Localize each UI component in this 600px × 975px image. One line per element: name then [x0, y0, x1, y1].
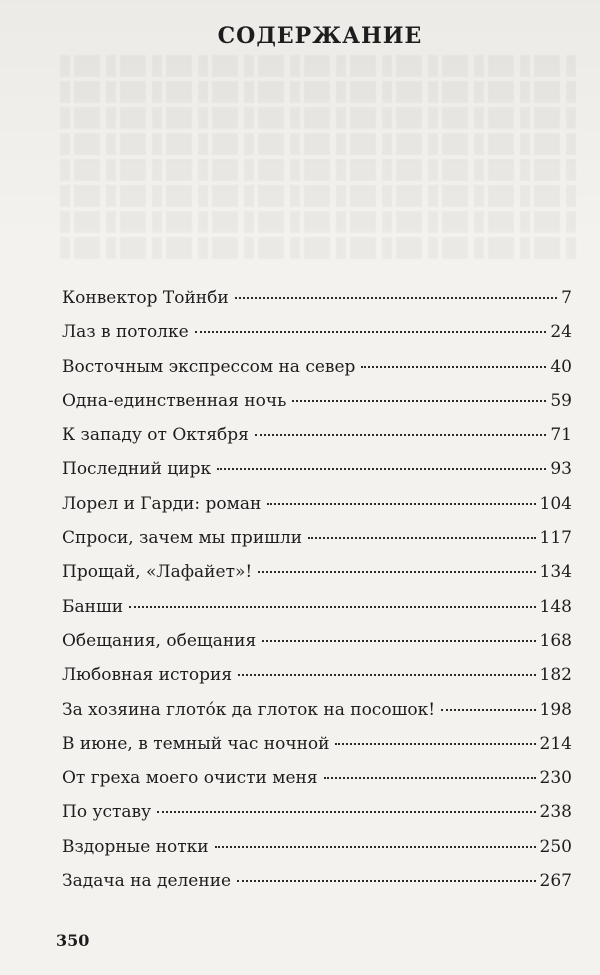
dot-leader: [308, 537, 535, 539]
toc-entry: [62, 700, 572, 734]
toc-entry-title: Прощай, «Лафайет»!: [62, 562, 253, 583]
toc-entry-title: Одна-единственная ночь: [62, 390, 287, 411]
toc-entry: [62, 802, 572, 836]
toc-entry: [62, 734, 572, 768]
toc-entry-title: Банши: [62, 596, 124, 617]
bleed-through-texture: [60, 55, 580, 265]
toc-entry-page: 214: [539, 733, 572, 754]
toc-entry-page: 93: [550, 459, 572, 480]
toc-entry: [62, 459, 572, 493]
toc-entry-page: 59: [550, 390, 572, 411]
toc-entry-title: Последний цирк: [62, 459, 212, 480]
toc-entry: [62, 357, 572, 391]
page-number: 350: [56, 931, 90, 950]
toc-entry: [62, 837, 572, 871]
toc-entry-title: Восточным экспрессом на север: [62, 356, 356, 377]
dot-leader: [255, 434, 546, 436]
toc-entry-title: От греха моего очисти меня: [62, 768, 318, 789]
toc-entry-page: 117: [539, 528, 572, 549]
toc-entry-title: К западу от Октября: [62, 425, 249, 446]
toc-entry-title: Обещания, обещания: [62, 630, 257, 651]
toc-entry-page: 7: [561, 288, 572, 308]
page-title: СОДЕРЖАНИЕ: [217, 23, 423, 49]
toc-entry-title: Конвектор Тойнби: [62, 288, 229, 308]
dot-leader: [217, 468, 546, 470]
dot-leader: [267, 503, 535, 505]
toc-entry-page: 198: [539, 699, 572, 720]
toc-entry-title: Лаз в потолке: [62, 322, 189, 343]
toc-entry: [62, 562, 572, 596]
toc-entry-page: 148: [539, 596, 572, 617]
dot-leader: [215, 846, 536, 848]
toc-entry-page: 71: [550, 425, 572, 446]
toc-entry: [62, 631, 572, 665]
toc-entry: [62, 871, 572, 905]
toc-entry-page: 230: [539, 768, 572, 789]
toc-entry-page: 182: [539, 665, 572, 686]
toc-entry-page: 238: [539, 802, 572, 823]
toc-entry-title: Лорел и Гарди: роман: [62, 493, 262, 514]
toc-entry: [62, 597, 572, 631]
dot-leader: [335, 743, 535, 745]
toc-entry-title: Задача на деление: [62, 871, 232, 892]
toc-entry-title: Любовная история: [62, 665, 233, 686]
toc-entry-title: Спроси, зачем мы пришли: [62, 528, 303, 549]
toc-entry: [62, 768, 572, 802]
toc-entry: [62, 425, 572, 459]
dot-leader: [292, 400, 546, 402]
toc-entry-page: 24: [550, 322, 572, 343]
dot-leader: [237, 880, 535, 882]
dot-leader: [195, 331, 547, 333]
toc-entry-page: 267: [539, 871, 572, 892]
table-of-contents: [62, 288, 572, 905]
toc-entry: [62, 528, 572, 562]
toc-entry-title: В июне, в темный час ночной: [62, 733, 330, 754]
dot-leader: [258, 571, 535, 573]
dot-leader: [129, 606, 535, 608]
toc-entry-page: 104: [539, 493, 572, 514]
toc-entry-page: 40: [550, 356, 572, 377]
toc-entry: [62, 322, 572, 356]
toc-entry-page: 134: [539, 562, 572, 583]
dot-leader: [262, 640, 535, 642]
toc-entry: [62, 391, 572, 425]
toc-entry-title: Вздорные нотки: [62, 836, 209, 857]
dot-leader: [441, 709, 535, 711]
dot-leader: [324, 777, 536, 779]
toc-entry-title: По уставу: [62, 802, 152, 823]
dot-leader: [238, 674, 535, 676]
dot-leader: [361, 366, 546, 368]
toc-entry: [62, 665, 572, 699]
toc-entry: [62, 288, 572, 322]
toc-entry-page: 168: [539, 630, 572, 651]
toc-entry-title: За хозяина глото́к да глоток на посошок!: [62, 699, 436, 720]
toc-entry-page: 250: [539, 836, 572, 857]
toc-entry: [62, 494, 572, 528]
dot-leader: [235, 297, 557, 299]
dot-leader: [157, 811, 535, 813]
